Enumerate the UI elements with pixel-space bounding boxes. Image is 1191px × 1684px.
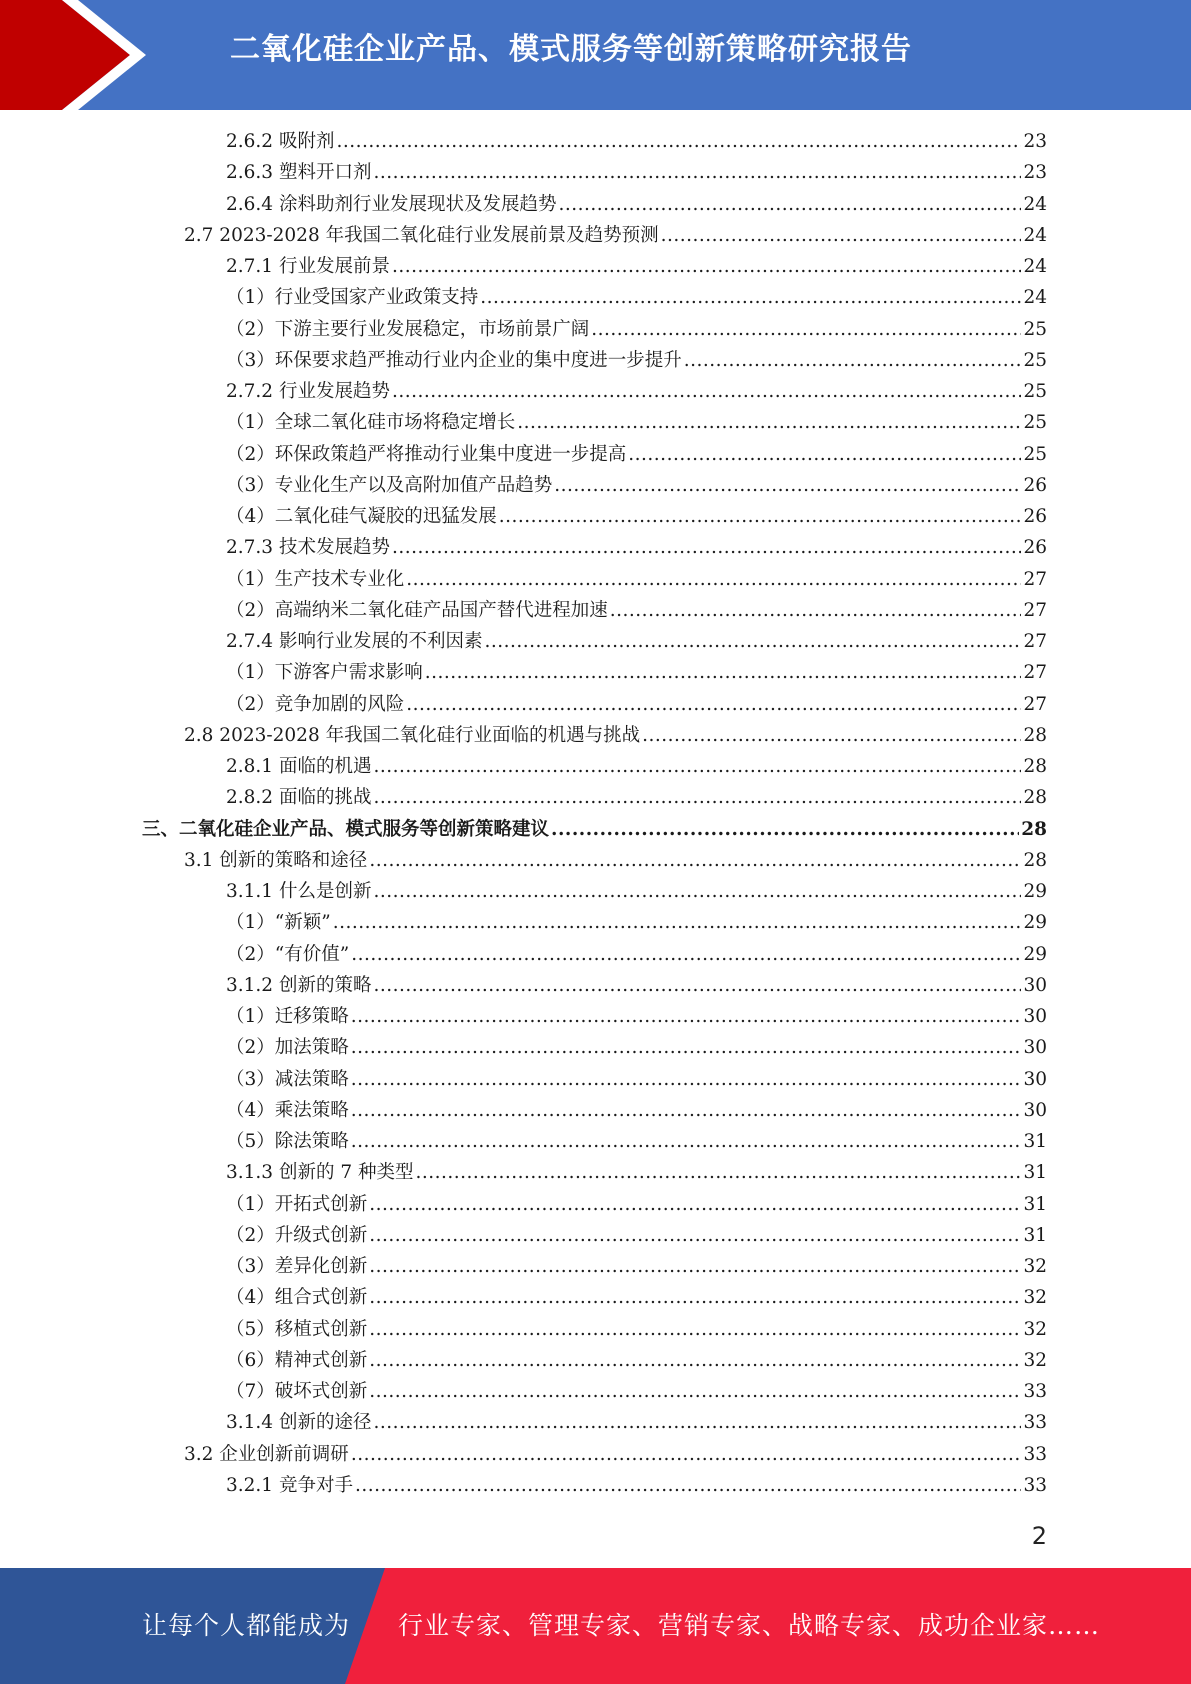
report-title: 二氧化硅企业产品、模式服务等创新策略研究报告 bbox=[230, 32, 912, 67]
toc-entry-label: 3.1.3 创新的 7 种类型 bbox=[226, 1162, 414, 1184]
toc-dot-leader bbox=[392, 251, 1021, 282]
toc-entry[interactable] bbox=[0, 1470, 1191, 1501]
toc-entry[interactable] bbox=[0, 1095, 1191, 1126]
table-of-contents bbox=[0, 126, 1191, 1501]
toc-entry-page: 32 bbox=[1023, 1318, 1047, 1340]
toc-entry-page: 25 bbox=[1023, 381, 1047, 402]
toc-entry-page: 31 bbox=[1023, 1224, 1047, 1246]
toc-entry-label: 3.1.4 创新的途径 bbox=[226, 1412, 372, 1434]
toc-entry-label: 2.8 2023-2028 年我国二氧化硅行业面临的机遇与挑战 bbox=[184, 724, 641, 746]
toc-entry[interactable] bbox=[0, 564, 1191, 595]
toc-entry-page: 24 bbox=[1023, 256, 1047, 277]
toc-entry-page: 31 bbox=[1023, 1162, 1047, 1184]
toc-dot-leader bbox=[610, 595, 1022, 626]
toc-entry[interactable] bbox=[0, 1251, 1191, 1282]
toc-dot-leader bbox=[369, 1345, 1021, 1376]
toc-entry[interactable] bbox=[0, 939, 1191, 970]
toc-dot-leader bbox=[373, 1407, 1021, 1438]
toc-entry-label: 3.2.1 竞争对手 bbox=[226, 1474, 353, 1496]
toc-entry[interactable] bbox=[0, 220, 1191, 251]
toc-entry-label: （2）下游主要行业发展稳定，市场前景广阔 bbox=[226, 318, 590, 340]
toc-entry-page: 30 bbox=[1023, 1037, 1047, 1059]
toc-entry[interactable] bbox=[0, 1376, 1191, 1407]
toc-entry-label: 2.7.4 影响行业发展的不利因素 bbox=[226, 631, 483, 652]
toc-entry-label: （5）除法策略 bbox=[226, 1131, 349, 1152]
toc-entry[interactable] bbox=[0, 439, 1191, 470]
toc-dot-leader bbox=[517, 407, 1021, 438]
toc-dot-leader bbox=[406, 689, 1021, 720]
toc-dot-leader bbox=[425, 657, 1022, 688]
toc-entry[interactable] bbox=[0, 1282, 1191, 1313]
toc-entry-label: （4）组合式创新 bbox=[226, 1287, 368, 1309]
toc-dot-leader bbox=[373, 970, 1021, 1001]
toc-entry-label: （1）下游客户需求影响 bbox=[226, 662, 423, 684]
toc-entry-label: （3）差异化创新 bbox=[226, 1256, 368, 1277]
toc-entry[interactable] bbox=[0, 876, 1191, 907]
toc-entry-label: （1）全球二氧化硅市场将稳定增长 bbox=[226, 412, 516, 434]
toc-entry-page: 23 bbox=[1023, 131, 1047, 152]
toc-dot-leader bbox=[591, 314, 1021, 345]
toc-entry-page: 27 bbox=[1023, 693, 1047, 715]
toc-entry-label: 3.1.2 创新的策略 bbox=[226, 974, 372, 996]
toc-entry-page: 26 bbox=[1023, 506, 1047, 527]
toc-entry[interactable] bbox=[0, 251, 1191, 282]
toc-entry-label: （2）升级式创新 bbox=[226, 1224, 368, 1246]
toc-entry[interactable] bbox=[0, 345, 1191, 376]
toc-entry[interactable] bbox=[0, 1407, 1191, 1438]
toc-entry-label: 3.1 创新的策略和途径 bbox=[184, 849, 368, 871]
toc-entry-page: 28 bbox=[1023, 849, 1047, 871]
toc-entry-label: 2.6.2 吸附剂 bbox=[226, 131, 335, 152]
toc-entry-page: 28 bbox=[1023, 756, 1047, 777]
toc-entry[interactable] bbox=[0, 1345, 1191, 1376]
toc-entry-page: 32 bbox=[1023, 1287, 1047, 1309]
toc-entry-label: （2）环保政策趋严将推动行业集中度进一步提高 bbox=[226, 443, 627, 465]
toc-dot-leader bbox=[351, 1439, 1022, 1470]
toc-entry-page: 27 bbox=[1023, 662, 1047, 684]
toc-entry[interactable] bbox=[0, 1126, 1191, 1157]
toc-entry[interactable] bbox=[0, 845, 1191, 876]
toc-entry[interactable] bbox=[0, 501, 1191, 532]
toc-entry-label: （2）高端纳米二氧化硅产品国产替代进程加速 bbox=[226, 599, 608, 621]
toc-entry-page: 23 bbox=[1023, 162, 1047, 184]
toc-entry-label: 2.7 2023-2028 年我国二氧化硅行业发展前景及趋势预测 bbox=[184, 224, 659, 246]
toc-entry[interactable] bbox=[0, 1032, 1191, 1063]
toc-entry[interactable] bbox=[0, 970, 1191, 1001]
toc-dot-leader bbox=[351, 1126, 1022, 1157]
toc-entry[interactable] bbox=[0, 626, 1191, 657]
toc-entry-page: 30 bbox=[1023, 1068, 1047, 1090]
toc-entry-label: 2.6.3 塑料开口剂 bbox=[226, 162, 372, 184]
toc-dot-leader bbox=[351, 939, 1021, 970]
toc-entry-label: 2.8.1 面临的机遇 bbox=[226, 756, 372, 777]
toc-entry-page: 29 bbox=[1023, 912, 1047, 934]
toc-entry-page: 26 bbox=[1023, 474, 1047, 496]
toc-dot-leader bbox=[351, 1064, 1022, 1095]
toc-entry[interactable] bbox=[0, 907, 1191, 938]
toc-entry-page: 27 bbox=[1023, 631, 1047, 652]
toc-entry[interactable] bbox=[0, 376, 1191, 407]
toc-entry-page: 28 bbox=[1021, 818, 1047, 840]
toc-entry-page: 30 bbox=[1023, 1006, 1047, 1027]
toc-entry[interactable] bbox=[0, 314, 1191, 345]
toc-entry[interactable] bbox=[0, 1001, 1191, 1032]
toc-entry-label: （6）精神式创新 bbox=[226, 1349, 368, 1371]
toc-entry-label: （1）生产技术专业化 bbox=[226, 568, 405, 590]
toc-dot-leader bbox=[392, 376, 1021, 407]
toc-entry-label: 2.7.2 行业发展趋势 bbox=[226, 381, 390, 402]
toc-entry[interactable] bbox=[0, 1220, 1191, 1251]
toc-dot-leader bbox=[373, 157, 1021, 188]
toc-entry-page: 24 bbox=[1023, 287, 1047, 309]
toc-dot-leader bbox=[369, 1251, 1021, 1282]
toc-entry-label: （1）行业受国家产业政策支持 bbox=[226, 287, 479, 309]
toc-entry[interactable] bbox=[0, 1189, 1191, 1220]
toc-entry-label: （2）“有价值” bbox=[226, 943, 350, 965]
toc-dot-leader bbox=[369, 1376, 1021, 1407]
toc-dot-leader bbox=[484, 626, 1021, 657]
toc-entry[interactable] bbox=[0, 751, 1191, 782]
toc-entry-label: 2.8.2 面临的挑战 bbox=[226, 787, 372, 809]
toc-dot-leader bbox=[551, 814, 1019, 845]
toc-entry-page: 29 bbox=[1023, 881, 1047, 902]
toc-entry-page: 28 bbox=[1023, 724, 1047, 746]
footer-banner bbox=[0, 1568, 1191, 1684]
toc-entry[interactable] bbox=[0, 782, 1191, 813]
toc-entry-label: （4）二氧化硅气凝胶的迅猛发展 bbox=[226, 506, 497, 527]
toc-entry-label: 3.2 企业创新前调研 bbox=[184, 1443, 349, 1465]
toc-entry[interactable] bbox=[0, 126, 1191, 157]
toc-entry[interactable] bbox=[0, 189, 1191, 220]
toc-dot-leader bbox=[351, 1001, 1022, 1032]
toc-entry-label: （4）乘法策略 bbox=[226, 1099, 349, 1121]
toc-dot-leader bbox=[416, 1157, 1022, 1188]
toc-dot-leader bbox=[558, 189, 1021, 220]
toc-entry[interactable] bbox=[0, 1064, 1191, 1095]
toc-entry-label: （3）环保要求趋严推动行业内企业的集中度进一步提升 bbox=[226, 349, 682, 371]
toc-entry-label: 2.7.1 行业发展前景 bbox=[226, 256, 390, 277]
toc-dot-leader bbox=[628, 439, 1021, 470]
toc-entry-page: 33 bbox=[1023, 1443, 1047, 1465]
toc-dot-leader bbox=[661, 220, 1022, 251]
toc-entry-label: 3.1.1 什么是创新 bbox=[226, 881, 372, 902]
toc-entry-page: 33 bbox=[1023, 1412, 1047, 1434]
toc-dot-leader bbox=[373, 782, 1021, 813]
toc-dot-leader bbox=[336, 126, 1021, 157]
toc-entry-label: 2.6.4 涂料助剂行业发展现状及发展趋势 bbox=[226, 193, 557, 215]
toc-entry[interactable] bbox=[0, 407, 1191, 438]
toc-entry[interactable] bbox=[0, 470, 1191, 501]
toc-entry-label: （1）迁移策略 bbox=[226, 1006, 349, 1027]
toc-entry-page: 31 bbox=[1023, 1193, 1047, 1215]
footer-slogan-right: 行业专家、管理专家、营销专家、战略专家、成功企业家…… bbox=[398, 1611, 1101, 1640]
toc-dot-leader bbox=[406, 564, 1021, 595]
toc-dot-leader bbox=[480, 282, 1021, 313]
footer-slogan-left: 让每个人都能成为 bbox=[142, 1611, 351, 1640]
toc-entry[interactable] bbox=[0, 720, 1191, 751]
toc-entry-page: 27 bbox=[1023, 599, 1047, 621]
toc-entry-label: （2）加法策略 bbox=[226, 1037, 349, 1059]
toc-entry-page: 33 bbox=[1023, 1474, 1047, 1496]
toc-entry[interactable] bbox=[0, 157, 1191, 188]
toc-dot-leader bbox=[355, 1470, 1022, 1501]
toc-entry[interactable] bbox=[0, 532, 1191, 563]
toc-dot-leader bbox=[333, 907, 1022, 938]
toc-dot-leader bbox=[499, 501, 1022, 532]
toc-dot-leader bbox=[392, 532, 1021, 563]
toc-dot-leader bbox=[369, 845, 1021, 876]
toc-entry-page: 31 bbox=[1023, 1131, 1047, 1152]
toc-entry-label: 2.7.3 技术发展趋势 bbox=[226, 537, 390, 559]
toc-entry-label: （1）“新颖” bbox=[226, 912, 331, 934]
toc-entry-page: 28 bbox=[1023, 787, 1047, 809]
toc-entry-label: （3）专业化生产以及高附加值产品趋势 bbox=[226, 474, 553, 496]
toc-dot-leader bbox=[554, 470, 1021, 501]
toc-entry[interactable] bbox=[0, 1439, 1191, 1470]
toc-dot-leader bbox=[351, 1032, 1022, 1063]
toc-entry-page: 25 bbox=[1023, 349, 1047, 371]
toc-entry-label: （3）减法策略 bbox=[226, 1068, 349, 1090]
toc-entry-page: 26 bbox=[1023, 537, 1047, 559]
toc-dot-leader bbox=[351, 1095, 1022, 1126]
toc-entry[interactable] bbox=[0, 595, 1191, 626]
toc-entry-label: 三、二氧化硅企业产品、模式服务等创新策略建议 bbox=[142, 818, 550, 840]
toc-entry[interactable] bbox=[0, 282, 1191, 313]
toc-entry-page: 25 bbox=[1023, 412, 1047, 434]
toc-dot-leader bbox=[684, 345, 1022, 376]
toc-entry[interactable] bbox=[0, 689, 1191, 720]
toc-dot-leader bbox=[373, 751, 1021, 782]
toc-entry-label: （1）开拓式创新 bbox=[226, 1193, 368, 1215]
report-header bbox=[0, 0, 1191, 110]
toc-entry[interactable] bbox=[0, 814, 1191, 845]
toc-entry-page: 32 bbox=[1023, 1256, 1047, 1277]
page-number: 2 bbox=[1031, 1522, 1047, 1550]
toc-dot-leader bbox=[369, 1314, 1021, 1345]
toc-entry-page: 29 bbox=[1023, 943, 1047, 965]
toc-entry-page: 33 bbox=[1023, 1381, 1047, 1402]
toc-entry-label: （2）竞争加剧的风险 bbox=[226, 693, 405, 715]
toc-dot-leader bbox=[369, 1189, 1021, 1220]
toc-entry[interactable] bbox=[0, 657, 1191, 688]
toc-entry-page: 24 bbox=[1023, 193, 1047, 215]
toc-entry-page: 27 bbox=[1023, 568, 1047, 590]
toc-dot-leader bbox=[642, 720, 1021, 751]
toc-entry[interactable] bbox=[0, 1314, 1191, 1345]
toc-entry-label: （7）破坏式创新 bbox=[226, 1381, 368, 1402]
toc-entry-label: （5）移植式创新 bbox=[226, 1318, 368, 1340]
toc-entry[interactable] bbox=[0, 1157, 1191, 1188]
toc-entry-page: 32 bbox=[1023, 1349, 1047, 1371]
toc-dot-leader bbox=[369, 1282, 1021, 1313]
toc-entry-page: 30 bbox=[1023, 1099, 1047, 1121]
red-chevron-icon bbox=[0, 0, 160, 110]
toc-entry-page: 24 bbox=[1023, 224, 1047, 246]
toc-entry-page: 25 bbox=[1023, 318, 1047, 340]
toc-entry-page: 30 bbox=[1023, 974, 1047, 996]
toc-dot-leader bbox=[369, 1220, 1021, 1251]
toc-dot-leader bbox=[373, 876, 1021, 907]
toc-entry-page: 25 bbox=[1023, 443, 1047, 465]
